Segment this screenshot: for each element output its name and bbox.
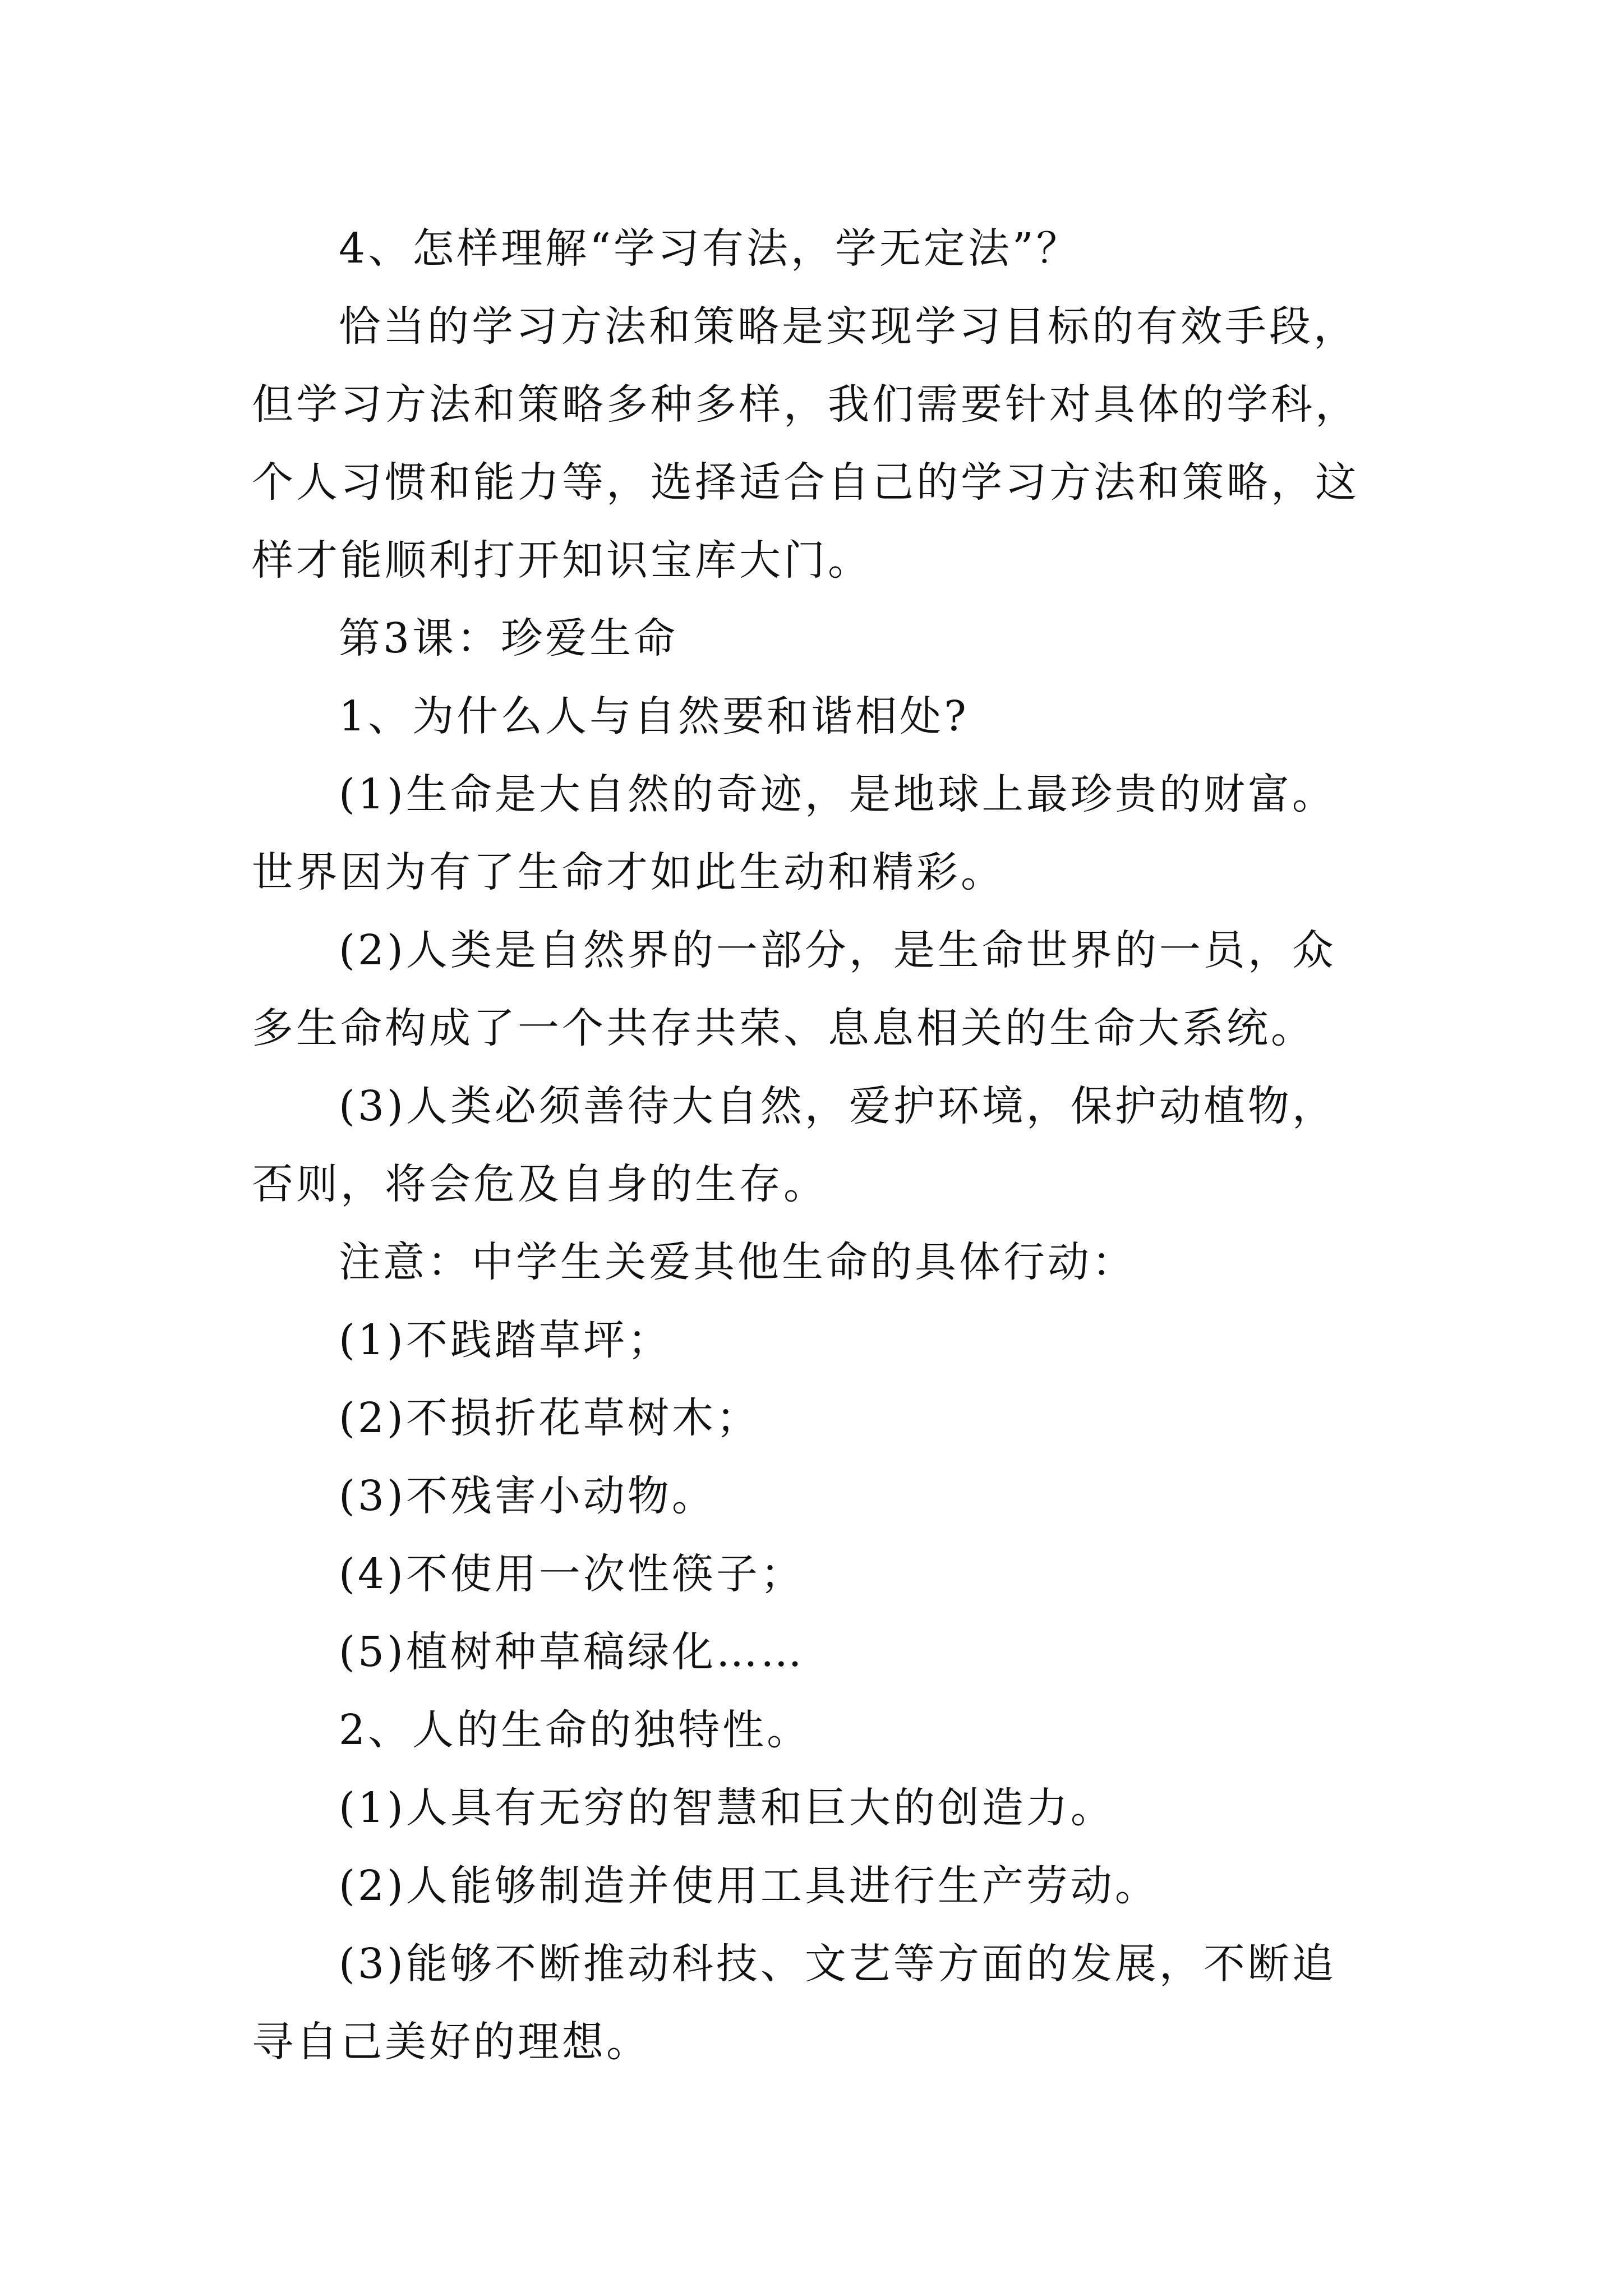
action-item-1: (1)不践踏草坪； (339, 1316, 672, 1364)
note-heading: 注意：中学生关爱其他生命的具体行动： (339, 1238, 1136, 1286)
document-body (252, 210, 1373, 2081)
uniqueness-point-1: (1)人具有无穷的智慧和巨大的创造力。 (339, 1784, 1115, 1832)
answer-paragraph: 恰当的学习方法和策略是实现学习目标的有效手段，但学习方法和策略多种多样，我们需要针对具体的学科，个人习惯和能力等，选择适合自己的学习方法和策略，这样才能顺利打开知识宝库大门。 (252, 302, 1359, 585)
question-heading-4: 4、怎样理解“学习有法，学无定法”？ (339, 224, 1081, 273)
action-item-5: (5)植树种草稿绿化…… (339, 1628, 805, 1676)
lesson-title: 第3课：珍爱生命 (339, 614, 679, 662)
action-item-3: (3)不残害小动物。 (339, 1472, 716, 1520)
point-1: (1)生命是大自然的奇迹，是地球上最珍贵的财富。世界因为有了生命才如此生动和精彩。 (252, 770, 1336, 896)
uniqueness-point-2: (2)人能够制造并使用工具进行生产劳动。 (339, 1862, 1159, 1910)
point-2: (2)人类是自然界的一部分，是生命世界的一员，众多生命构成了一个共存共荣、息息相关的生命大系统。 (252, 926, 1336, 1052)
action-item-4: (4)不使用一次性筷子； (339, 1550, 805, 1598)
question-heading-2: 2、人的生命的独特性。 (339, 1706, 811, 1754)
uniqueness-point-3: (3)能够不断推动科技、文艺等方面的发展，不断追寻自己美好的理想。 (252, 1940, 1336, 2066)
action-item-2: (2)不损折花草树木； (339, 1394, 760, 1442)
question-heading-1: 1、为什么人与自然要和谐相处? (339, 692, 969, 740)
point-3: (3)人类必须善待大自然，爱护环境，保护动植物，否则，将会危及自身的生存。 (252, 1082, 1336, 1208)
